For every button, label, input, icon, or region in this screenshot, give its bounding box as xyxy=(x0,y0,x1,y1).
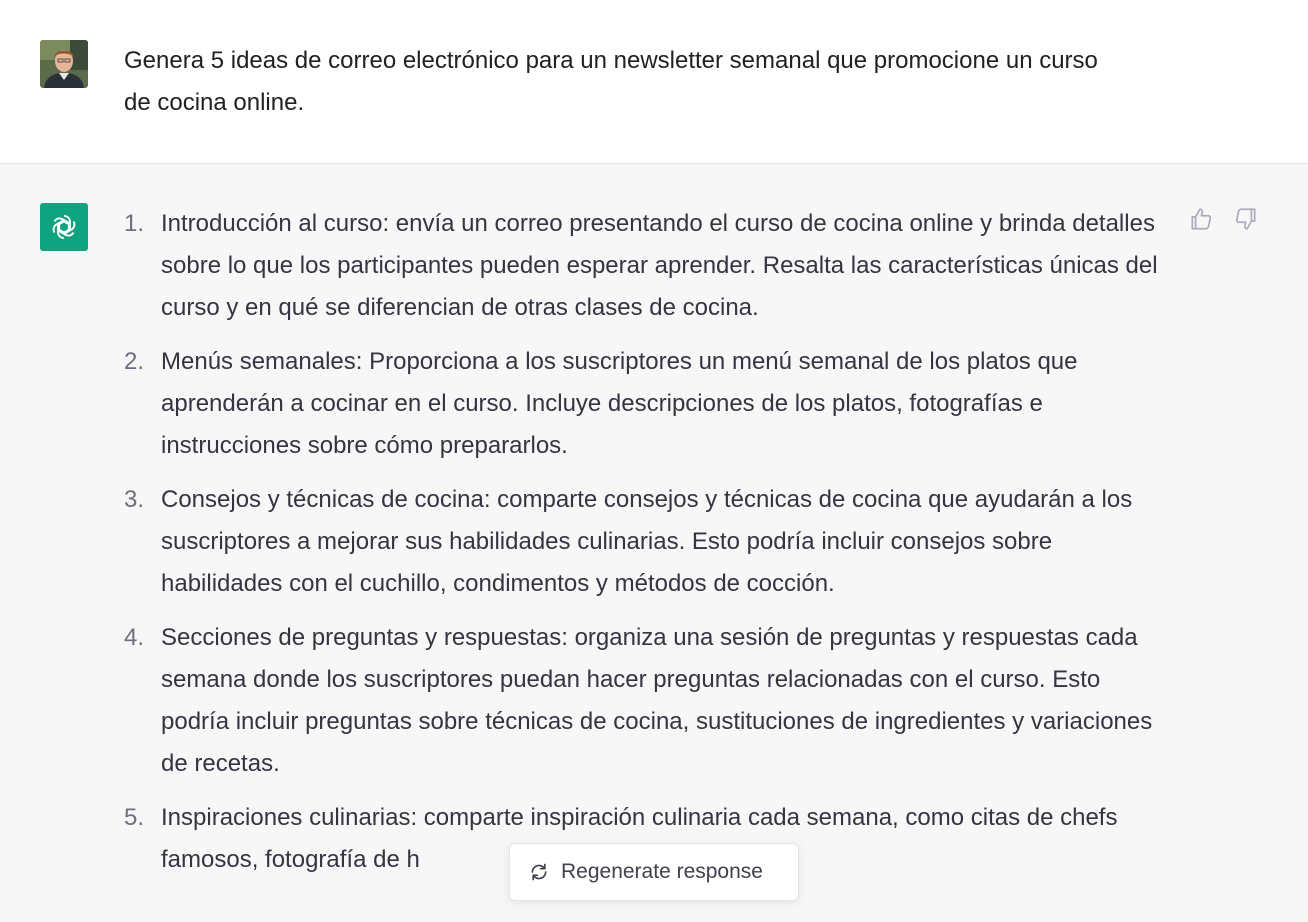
assistant-avatar xyxy=(40,203,88,251)
list-item xyxy=(124,617,1164,785)
regenerate-response-button[interactable] xyxy=(509,843,799,901)
user-message-text: Genera 5 ideas de correo electrónico para un newsletter semanal que promocione un curso de cocina online. xyxy=(124,47,1098,116)
response-list xyxy=(124,203,1164,893)
thumbs-down-icon xyxy=(1233,206,1259,232)
list-item xyxy=(124,203,1164,329)
user-avatar-photo xyxy=(40,40,88,88)
user-avatar xyxy=(40,40,88,88)
list-item-number: 2. xyxy=(124,348,145,375)
refresh-icon xyxy=(528,861,550,883)
thumbs-up-button[interactable] xyxy=(1186,204,1216,234)
list-item-text: Consejos y técnicas de cocina: comparte consejos y técnicas de cocina que ayudarán a los suscriptores a mejorar sus habilidades culinarias. Esto podría incluir consejos sobre habilidades con el cuchillo, condimentos y métodos de cocción. xyxy=(161,486,1133,597)
list-item-number: 5. xyxy=(124,804,145,831)
list-item xyxy=(124,479,1164,605)
openai-logo-icon xyxy=(48,211,80,243)
list-item-number: 3. xyxy=(124,486,145,513)
assistant-message-row xyxy=(0,164,1308,922)
thumbs-down-button[interactable] xyxy=(1231,204,1261,234)
list-item-text: Inspiraciones culinarias: comparte inspiración culinaria cada semana, como citas de chefs famosos, fotografía de h xyxy=(161,804,1118,873)
user-message-row xyxy=(0,0,1308,164)
thumbs-up-icon xyxy=(1188,206,1214,232)
list-item-text: Secciones de preguntas y respuestas: organiza una sesión de preguntas y respuestas cada semana donde los suscriptores puedan hacer preguntas relacionadas con el curso. Esto podría incluir preguntas sobre técnicas de cocina, sustituciones de ingredientes y variaciones de recetas. xyxy=(161,624,1153,777)
list-item-number: 1. xyxy=(124,210,145,237)
list-item-text: Introducción al curso: envía un correo presentando el curso de cocina online y brinda detalles sobre lo que los participantes pueden esperar aprender. Resalta las características únicas del curso y en qué se diferencian de otras clases de cocina. xyxy=(161,210,1158,321)
regenerate-response-label: Regenerate response xyxy=(561,860,763,883)
list-item xyxy=(124,341,1164,467)
list-item-text: Menús semanales: Proporciona a los suscriptores un menú semanal de los platos que aprenderán a cocinar en el curso. Incluye descripciones de los platos, fotografías e instrucciones sobre cómo prepararlos. xyxy=(161,348,1078,459)
list-item-number: 4. xyxy=(124,624,145,651)
